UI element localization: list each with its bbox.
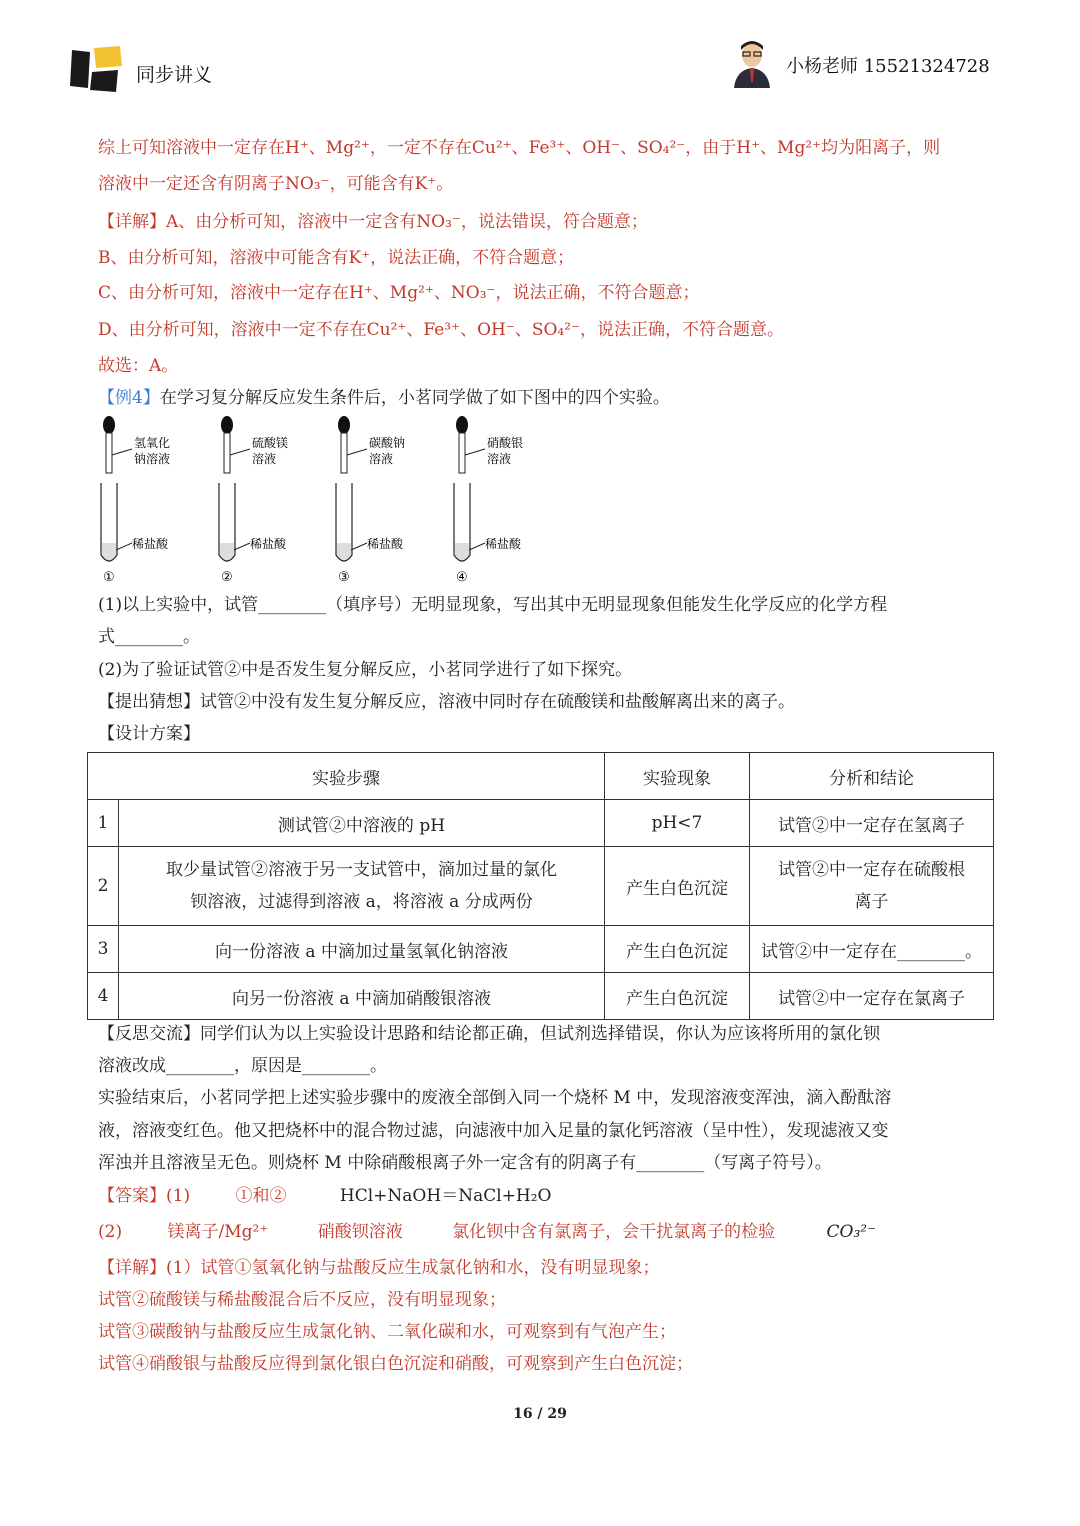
header-conclusion: 分析和结论 bbox=[749, 753, 993, 800]
question-1-line-2: 式________。 bbox=[98, 627, 200, 647]
detail-b: B、由分析可知，溶液中可能含有K⁺，说法正确，不符合题意； bbox=[98, 248, 575, 268]
row-step: 向一份溶液 a 中滴加过量氢氧化钠溶液 bbox=[119, 926, 605, 973]
row-phenomenon: 产生白色沉淀 bbox=[604, 926, 749, 973]
tube-2-number: ② bbox=[221, 570, 233, 585]
reflection-line-1: 【反思交流】同学们认为以上实验设计思路和结论都正确，但试剂选择错误，你认为应该将所用的氯化钡 bbox=[98, 1024, 880, 1044]
tube-1 bbox=[101, 416, 170, 585]
row-step: 向另一份溶液 a 中滴加硝酸银溶液 bbox=[119, 973, 605, 1020]
explain-line-1: 【详解】(1）试管①氢氧化钠与盐酸反应生成氯化钠和水，没有明显现象； bbox=[98, 1258, 660, 1278]
reflection-line-2: 溶液改成________，原因是________。 bbox=[98, 1056, 387, 1076]
answer-2-a: 镁离子/Mg²⁺ bbox=[167, 1222, 269, 1242]
tube-2 bbox=[219, 416, 288, 585]
answer-1-a: ①和② bbox=[235, 1186, 287, 1206]
answer-2-d: CO₃²⁻ bbox=[826, 1222, 877, 1242]
header-step: 实验步骤 bbox=[88, 753, 605, 800]
tube-3 bbox=[336, 416, 405, 585]
reflection-line-3: 实验结束后，小茗同学把上述实验步骤中的废液全部倒入同一个烧杯 M 中，发现溶液变浑浊，滴入酚酞溶 bbox=[98, 1088, 892, 1108]
design-table bbox=[87, 752, 994, 1020]
answer-label-2: (2) bbox=[98, 1222, 123, 1242]
tube-4 bbox=[454, 416, 523, 585]
table-header-row bbox=[88, 753, 994, 800]
tube-4-number: ④ bbox=[456, 570, 468, 585]
detail-a: 【详解】A、由分析可知，溶液中一定含有NO₃⁻，说法错误，符合题意； bbox=[98, 212, 648, 232]
example-intro bbox=[98, 386, 670, 410]
row-number: 3 bbox=[88, 926, 119, 973]
row-step: 测试管②中溶液的 pH bbox=[119, 800, 605, 847]
answer-2-c: 氯化钡中含有氯离子，会干扰氯离子的检验 bbox=[452, 1222, 776, 1242]
row-conclusion: 试管②中一定存在氢离子 bbox=[749, 800, 993, 847]
row-number: 4 bbox=[88, 973, 119, 1020]
question-1-line-1: (1)以上实验中，试管________（填序号）无明显现象，写出其中无明显现象但能发生化学反应的化学方程 bbox=[98, 595, 888, 615]
tube-4-acid: 稀盐酸 bbox=[485, 537, 522, 551]
row-conclusion: 试管②中一定存在氯离子 bbox=[749, 973, 993, 1020]
header-phenomenon: 实验现象 bbox=[604, 753, 749, 800]
answer-line-1 bbox=[98, 1184, 551, 1208]
tube-3-acid: 稀盐酸 bbox=[367, 537, 404, 551]
answer-2-b: 硝酸钡溶液 bbox=[317, 1222, 403, 1242]
row-phenomenon: pH<7 bbox=[604, 800, 749, 847]
analysis-line-1: 综上可知溶液中一定存在H⁺、Mg²⁺，一定不存在Cu²⁺、Fe³⁺、OH⁻、SO₄²⁻，由于H⁺、Mg²⁺均为阳离子，则 bbox=[98, 138, 941, 158]
row-phenomenon: 产生白色沉淀 bbox=[604, 973, 749, 1020]
logo-icon bbox=[68, 44, 128, 94]
tube-1-acid: 稀盐酸 bbox=[132, 537, 169, 551]
explain-line-4: 试管④硝酸银与盐酸反应得到氯化银白色沉淀和硝酸，可观察到产生白色沉淀； bbox=[98, 1354, 693, 1374]
page-number: 16 / 29 bbox=[513, 1406, 567, 1422]
detail-d: D、由分析可知，溶液中一定不存在Cu²⁺、Fe³⁺、OH⁻、SO₄²⁻，说法正确，不符合题意。 bbox=[98, 320, 785, 340]
hypothesis: 【提出猜想】试管②中没有发生复分解反应，溶液中同时存在硫酸镁和盐酸解离出来的离子。 bbox=[98, 692, 795, 712]
example-intro-text: 在学习复分解反应发生条件后，小茗同学做了如下图中的四个实验。 bbox=[159, 388, 670, 408]
header-title: 同步讲义 bbox=[136, 64, 213, 86]
tube-3-number: ③ bbox=[338, 570, 350, 585]
explain-line-3: 试管③碳酸钠与盐酸反应生成氯化钠、二氧化碳和水，可观察到有气泡产生； bbox=[98, 1322, 676, 1342]
row-step: 取少量试管②溶液于另一支试管中，滴加过量的氯化 钡溶液，过滤得到溶液 a，将溶液 a 分成两份 bbox=[119, 847, 605, 926]
answer-label: 【答案】(1) bbox=[98, 1186, 191, 1206]
teacher-contact: 小杨老师 15521324728 bbox=[786, 56, 990, 77]
row-number: 2 bbox=[88, 847, 119, 926]
choice: 故选：A。 bbox=[98, 356, 179, 376]
answer-1-b: HCl+NaOH＝NaCl+H₂O bbox=[339, 1186, 552, 1206]
table-row bbox=[88, 973, 994, 1020]
question-2: (2)为了验证试管②中是否发生复分解反应，小茗同学进行了如下探究。 bbox=[98, 660, 633, 680]
tube-2-acid: 稀盐酸 bbox=[250, 537, 287, 551]
tube-3-reagent-1: 碳酸钠 bbox=[369, 436, 406, 450]
teacher-avatar-icon bbox=[730, 38, 774, 88]
table-row bbox=[88, 847, 994, 926]
detail-c: C、由分析可知，溶液中一定存在H⁺、Mg²⁺、NO₃⁻，说法正确，不符合题意； bbox=[98, 283, 700, 303]
tube-1-reagent-1: 氢氧化 bbox=[134, 436, 171, 450]
table-row bbox=[88, 926, 994, 973]
test-tube-figure bbox=[92, 415, 552, 590]
tube-2-reagent-2: 溶液 bbox=[252, 452, 277, 466]
tube-3-reagent-2: 溶液 bbox=[369, 452, 394, 466]
reflection-line-4: 液，溶液变红色。他又把烧杯中的混合物过滤，向滤液中加入足量的氯化钙溶液（呈中性），发现滤液又变 bbox=[98, 1121, 889, 1141]
row-conclusion: 试管②中一定存在硫酸根 离子 bbox=[749, 847, 993, 926]
analysis-line-2: 溶液中一定还含有阴离子NO₃⁻，可能含有K⁺。 bbox=[98, 174, 454, 194]
tube-2-reagent-1: 硫酸镁 bbox=[252, 436, 289, 450]
tube-1-number: ① bbox=[103, 570, 115, 585]
reflection-line-5: 浑浊并且溶液呈无色。则烧杯 M 中除硝酸根离子外一定含有的阴离子有________（写离子符号）。 bbox=[98, 1153, 832, 1173]
row-phenomenon: 产生白色沉淀 bbox=[604, 847, 749, 926]
example-tag: 【例4】 bbox=[98, 388, 160, 408]
tube-1-reagent-2: 钠溶液 bbox=[134, 452, 171, 466]
design-label: 【设计方案】 bbox=[98, 724, 200, 744]
tube-4-reagent-1: 硝酸银 bbox=[487, 436, 524, 450]
explain-line-2: 试管②硫酸镁与稀盐酸混合后不反应，没有明显现象； bbox=[98, 1290, 506, 1310]
row-number: 1 bbox=[88, 800, 119, 847]
answer-line-2 bbox=[98, 1220, 876, 1244]
tube-4-reagent-2: 溶液 bbox=[487, 452, 512, 466]
table-row bbox=[88, 800, 994, 847]
row-conclusion: 试管②中一定存在________。 bbox=[749, 926, 993, 973]
